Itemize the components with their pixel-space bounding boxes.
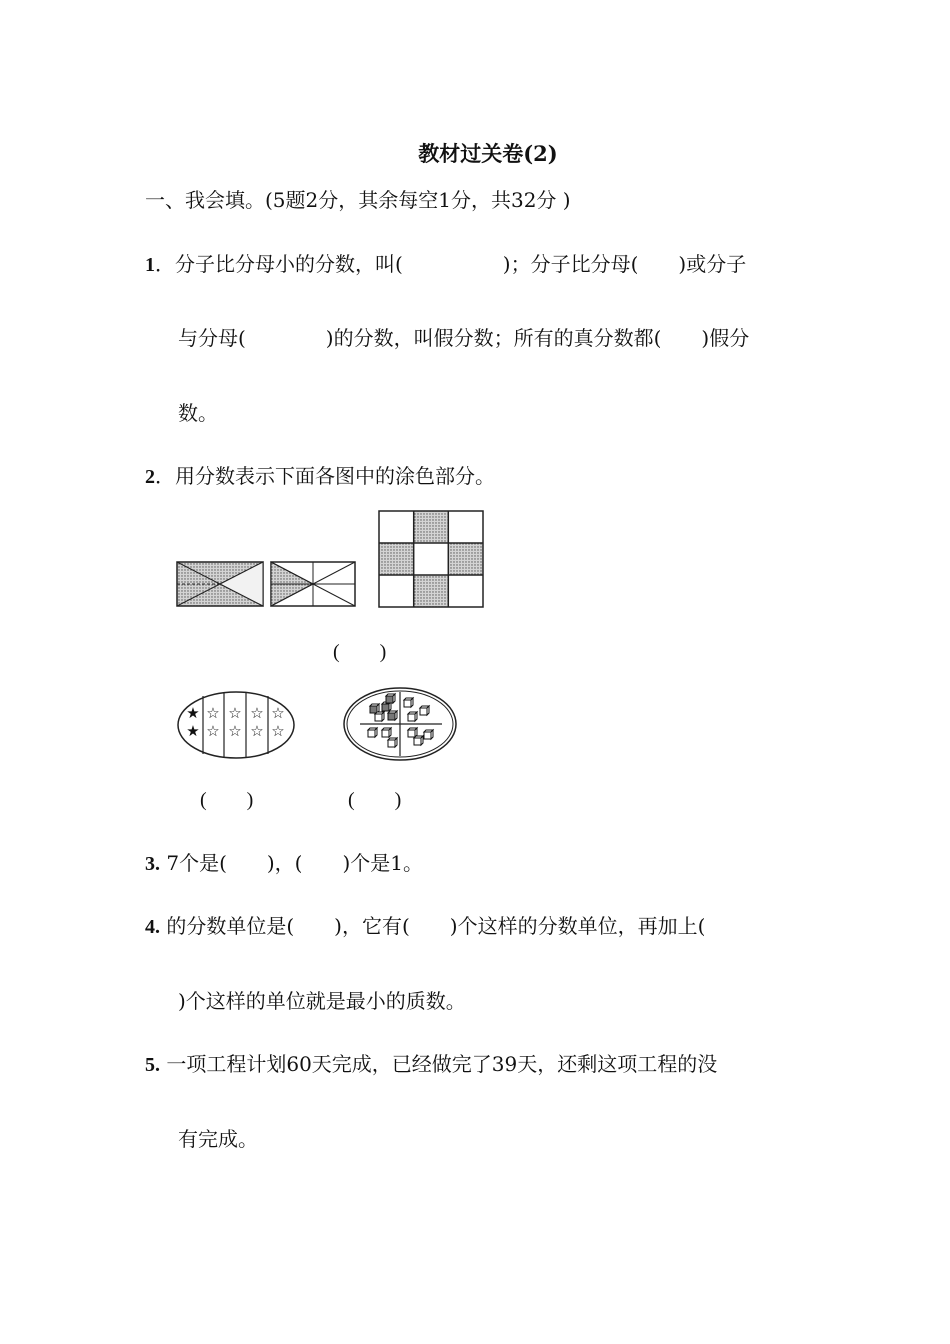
- star-icon: ★: [186, 722, 200, 740]
- question-2-text: ．用分数表示下面各图中的涂色部分。: [155, 464, 495, 488]
- question-5-line-1: [145, 1051, 717, 1078]
- cube-icon: [388, 738, 397, 747]
- question-3-text: 7个是( )，( )个是1。: [160, 851, 424, 875]
- question-1-number: 1: [145, 254, 155, 276]
- question-5-number: 5.: [145, 1054, 160, 1076]
- cube-icon: [368, 728, 377, 737]
- question-4-line-1: [145, 913, 705, 940]
- star-icon: ☆: [206, 722, 220, 740]
- question-2-line: [145, 463, 495, 490]
- question-3-line: [145, 850, 423, 877]
- rectangle-a: [177, 562, 263, 606]
- question-1-line-2: 与分母( )的分数，叫假分数；所有的真分数都( )假分: [178, 326, 750, 350]
- cube-icon: [408, 712, 417, 721]
- cube-icon: [382, 728, 391, 737]
- cube-icon: [420, 706, 429, 715]
- star-icon: ☆: [271, 722, 285, 740]
- question-5-text: 一项工程计划60天完成，已经做完了39天，还剩这项工程的没: [160, 1052, 718, 1076]
- cube-icon: [388, 711, 397, 720]
- question-5-line-2: 有完成。: [178, 1127, 258, 1151]
- figure-oval-cubes: [342, 686, 462, 766]
- answer-paren-cubes[interactable]: ( ): [348, 789, 402, 811]
- star-icon: ☆: [250, 722, 264, 740]
- cube-icon: [386, 694, 395, 703]
- section-heading: 一、我会填。(5题2分，其余每空1分，共32分 ): [145, 188, 571, 212]
- rectangle-b: [271, 562, 355, 606]
- grid-shaded-cell: [414, 575, 449, 607]
- cube-icon: [414, 736, 423, 745]
- star-icon: ☆: [228, 722, 242, 740]
- page-title: 教材过关卷(2): [418, 141, 558, 166]
- answer-paren-stars[interactable]: ( ): [200, 789, 254, 811]
- grid-shaded-cell: [414, 511, 449, 543]
- star-icon: ★: [186, 704, 200, 722]
- star-icon: ☆: [271, 704, 285, 722]
- question-4-text: 的分数单位是( )，它有( )个这样的分数单位，再加上(: [160, 914, 706, 938]
- star-icon: ☆: [250, 704, 264, 722]
- figure-oval-stars: [176, 690, 300, 762]
- cube-icon: [375, 712, 384, 721]
- question-1-line-3: 数。: [178, 401, 218, 425]
- star-icon: ☆: [228, 704, 242, 722]
- question-2-number: 2: [145, 466, 155, 488]
- question-3-number: 3.: [145, 853, 160, 875]
- question-4-line-2: )个这样的单位就是最小的质数。: [178, 989, 466, 1013]
- question-1-text: ．分子比分母小的分数，叫( )；分子比分母( )或分子: [155, 252, 747, 276]
- question-4-number: 4.: [145, 916, 160, 938]
- star-icon: ☆: [206, 704, 220, 722]
- cube-icon: [404, 698, 413, 707]
- question-1-line-1: [145, 251, 746, 278]
- figure-rectangles: [175, 560, 375, 620]
- cube-icon: [424, 730, 433, 739]
- answer-paren-figures-1[interactable]: ( ): [333, 641, 387, 663]
- figure-grid: [378, 510, 488, 610]
- grid-shaded-cell: [448, 543, 483, 575]
- grid-shaded-cell: [379, 543, 414, 575]
